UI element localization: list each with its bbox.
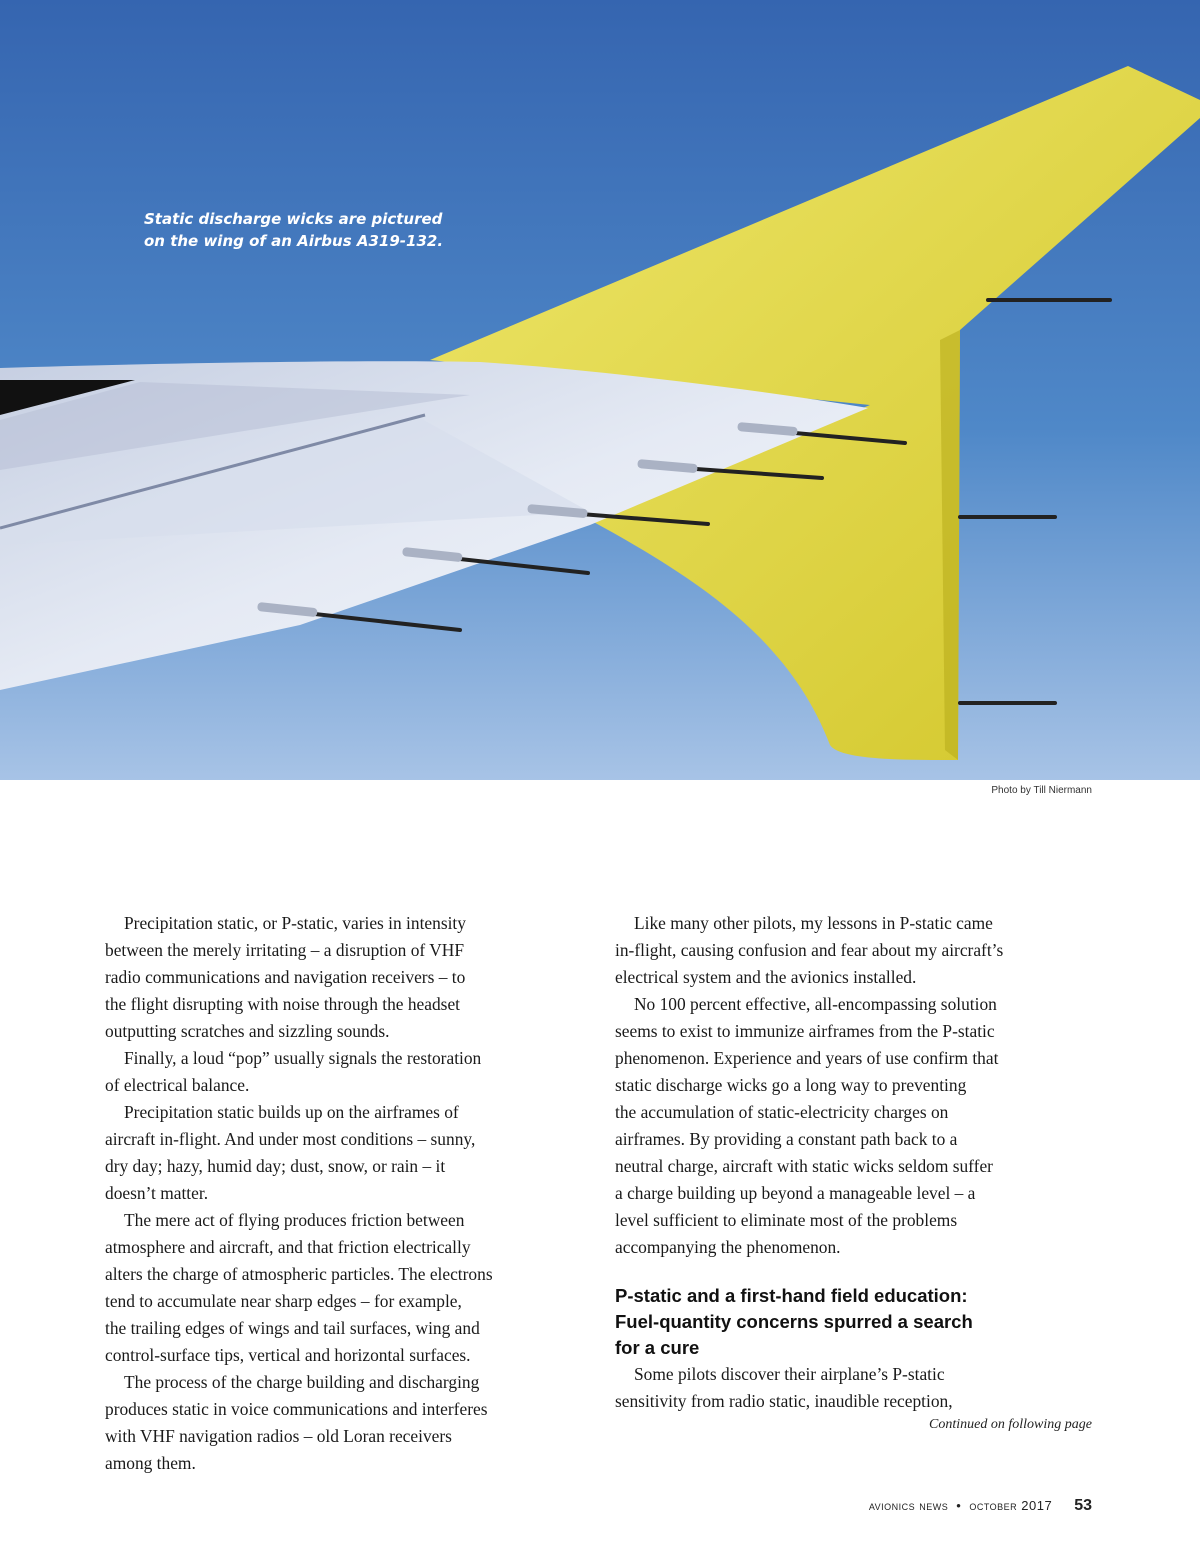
- text-line: dry day; hazy, humid day; dust, snow, or rain – it: [105, 1156, 446, 1176]
- paragraph: [105, 1207, 583, 1369]
- article-column-left: [105, 910, 583, 1477]
- text-line: Some pilots discover their airplane’s P-static: [634, 1364, 945, 1384]
- text-line: tend to accumulate near sharp edges – for example,: [105, 1291, 462, 1311]
- text-line: Like many other pilots, my lessons in P-static came: [634, 913, 993, 933]
- subhead-line: P-static and a first-hand field education:: [615, 1285, 968, 1306]
- text-line: aircraft in-flight. And under most conditions – sunny,: [105, 1129, 476, 1149]
- text-line: The process of the charge building and discharging: [124, 1372, 480, 1392]
- publication-name: avionics news: [868, 1498, 949, 1513]
- caption-line: Static discharge wicks are pictured: [144, 210, 443, 228]
- text-line: phenomenon. Experience and years of use confirm that: [615, 1048, 999, 1068]
- text-line: doesn’t matter.: [105, 1183, 209, 1203]
- photo-credit: Photo by Till Niermann: [991, 785, 1092, 796]
- text-line: seems to exist to immunize airframes from the P-static: [615, 1021, 995, 1041]
- text-line: Precipitation static, or P-static, varies in intensity: [124, 913, 466, 933]
- paragraph: [105, 1045, 583, 1099]
- text-line: the flight disrupting with noise through the headset: [105, 994, 461, 1014]
- text-line: static discharge wicks go a long way to preventing: [615, 1075, 967, 1095]
- paragraph: [105, 1099, 583, 1207]
- text-line: sensitivity from radio static, inaudible reception,: [615, 1391, 953, 1411]
- paragraph: [615, 910, 1093, 991]
- page-number: 53: [1074, 1497, 1092, 1514]
- text-line: a charge building up beyond a manageable level – a: [615, 1183, 976, 1203]
- text-line: with VHF navigation radios – old Loran receivers: [105, 1426, 452, 1446]
- paragraph: [615, 991, 1093, 1261]
- paragraph: [105, 910, 583, 1045]
- issue-date: october 2017: [969, 1498, 1053, 1513]
- text-line: in-flight, causing confusion and fear about my aircraft’s: [615, 940, 1004, 960]
- text-line: atmosphere and aircraft, and that friction electrically: [105, 1237, 471, 1257]
- text-line: the accumulation of static-electricity charges on: [615, 1102, 949, 1122]
- text-line: radio communications and navigation receivers – to: [105, 967, 466, 987]
- text-line: The mere act of flying produces friction between: [124, 1210, 465, 1230]
- text-line: produces static in voice communications and interferes: [105, 1399, 488, 1419]
- text-line: neutral charge, aircraft with static wicks seldom suffer: [615, 1156, 993, 1176]
- article-column-right: [615, 910, 1093, 1415]
- photo-caption: [144, 208, 504, 252]
- subhead-line: Fuel-quantity concerns spurred a search: [615, 1311, 973, 1332]
- text-line: control-surface tips, vertical and horizontal surfaces.: [105, 1345, 471, 1365]
- text-line: outputting scratches and sizzling sounds.: [105, 1021, 390, 1041]
- text-line: of electrical balance.: [105, 1075, 250, 1095]
- text-line: accompanying the phenomenon.: [615, 1237, 841, 1257]
- text-line: the trailing edges of wings and tail surfaces, wing and: [105, 1318, 480, 1338]
- text-line: electrical system and the avionics installed.: [615, 967, 917, 987]
- text-line: airframes. By providing a constant path back to a: [615, 1129, 958, 1149]
- text-line: Precipitation static builds up on the airframes of: [124, 1102, 459, 1122]
- text-line: between the merely irritating – a disruption of VHF: [105, 940, 465, 960]
- caption-line: on the wing of an Airbus A319-132.: [144, 232, 444, 250]
- section-subhead: [615, 1283, 1093, 1361]
- text-line: Finally, a loud “pop” usually signals the restoration: [124, 1048, 482, 1068]
- paragraph: [105, 1369, 583, 1477]
- continued-note: Continued on following page: [929, 1417, 1092, 1432]
- paragraph: [615, 1361, 1093, 1415]
- subhead-line: for a cure: [615, 1337, 700, 1358]
- text-line: among them.: [105, 1453, 196, 1473]
- page-footer: [869, 1497, 1092, 1515]
- bullet-separator: •: [956, 1498, 962, 1513]
- text-line: level sufficient to eliminate most of the problems: [615, 1210, 958, 1230]
- text-line: alters the charge of atmospheric particles. The electrons: [105, 1264, 493, 1284]
- text-line: No 100 percent effective, all-encompassing solution: [634, 994, 997, 1014]
